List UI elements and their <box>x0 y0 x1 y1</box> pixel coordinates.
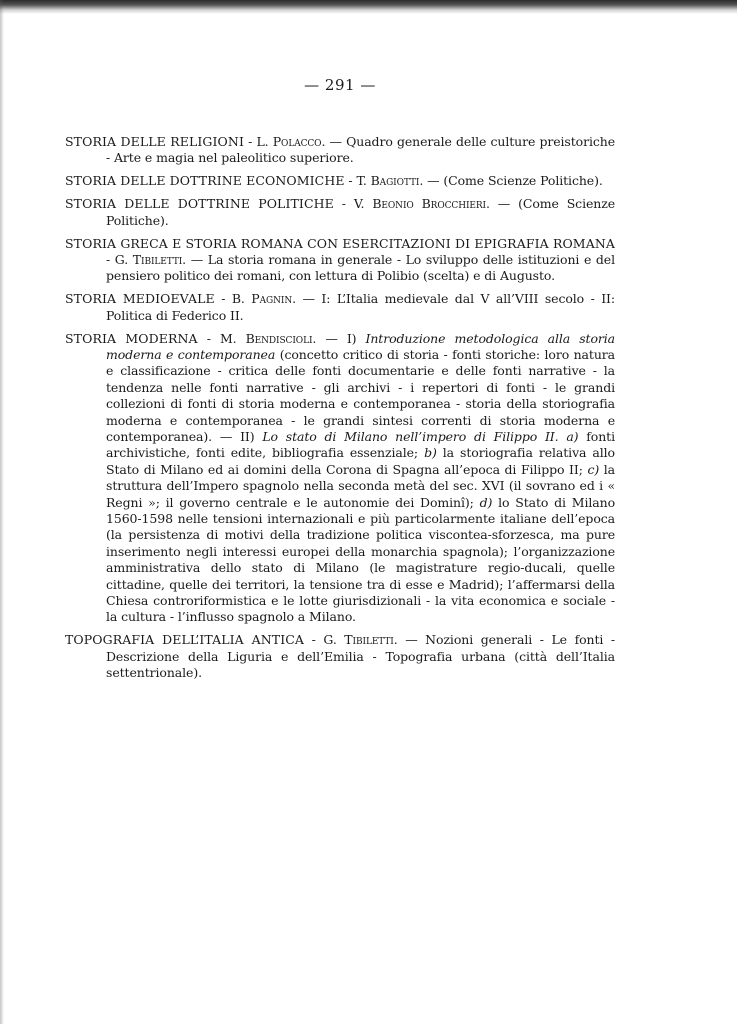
page-number: — 291 — <box>304 76 376 94</box>
entry-author: V. Beonio Brocchieri. <box>353 196 490 212</box>
entry-storia-medioevale <box>65 291 615 324</box>
entry-subject: TOPOGRAFIA DELL’ITALIA ANTICA <box>65 632 305 648</box>
entry-subject: STORIA DELLE DOTTRINE POLITICHE <box>65 196 334 212</box>
scan-left-edge <box>0 0 4 1024</box>
entry-subject: STORIA GRECA E STORIA ROMANA CON ESERCITAZIONI DI EPIGRAFIA ROMANA <box>65 235 615 251</box>
entry-separator: - <box>214 291 232 307</box>
entry-topografia-italia-antica <box>65 632 615 681</box>
entry-italic-marker: c) <box>587 461 600 477</box>
entry-text: — La storia romana in generale - Lo sviluppo delle istituzioni e del pensiero politico dei romani, con lettura di Polibio (scelta) e di Augusto. <box>106 251 615 284</box>
entry-author: T. Bagiotti. <box>356 173 424 189</box>
entry-text: — (Come Scienze Politiche). <box>423 173 603 189</box>
entry-storia-religioni <box>65 134 615 167</box>
course-list <box>65 134 615 688</box>
entry-separator: - <box>333 196 354 212</box>
entry-subject: STORIA MEDIOEVALE <box>65 291 215 307</box>
entry-author: B. Pagnin. <box>231 291 296 307</box>
entry-text: la struttura dell’Impero spagnolo nella seconda metà del sec. XVI (il sovrano ed i « Regni »; il governo centrale e le autonomie dei Dominî); <box>106 461 615 510</box>
entry-separator: - <box>106 251 115 267</box>
entry-italic-marker: b) <box>424 445 437 461</box>
entry-text: — (Come Scienze Politiche). <box>106 196 615 228</box>
entry-italic-marker: d) <box>479 494 493 510</box>
entry-italic-marker: a) <box>566 429 579 444</box>
entry-separator: - <box>344 173 357 189</box>
scan-top-edge <box>0 0 737 14</box>
entry-author: L. Polacco. <box>256 134 326 149</box>
entry-dottrine-politiche <box>65 196 615 229</box>
entry-italic-title: Introduzione metodologica alla storia moderna e contemporanea <box>106 330 616 362</box>
entry-text: lo Stato di Milano 1560-1598 nelle tensioni internazionali e più particolarmente italiane dell’epoca (la persistenza di motivi della tradizione politica viscontea-sforzesca, ma pure inserimento negli interessi europei della monarchia spagnola); l’organizzazione amministrativa dello stato di Milano (le magistrature regio-ducali, quelle cittadine, quelle dei territori, la tensione tra di esse e Madrid); l’affermarsi della Chiesa controriformistica e le lotte giurisdizionali - la vita economica e sociale - la cultura - l’influsso spagnolo a Milano. <box>106 494 615 625</box>
entry-author: G. Tibiletti. <box>323 632 398 648</box>
entry-text: — Quadro generale delle culture preistoriche - Arte e magia nel paleolitico superiore. <box>106 134 616 166</box>
entry-subject: STORIA DELLE RELIGIONI <box>65 134 244 149</box>
entry-separator: - <box>304 632 324 648</box>
entry-text: — I) <box>316 330 366 346</box>
entry-text: (concetto critico di storia - fonti storiche: loro natura e classificazione - critica delle fonti documentarie e delle fonti narrative - la tendenza nelle fonti narrative - gli archivi - i repertori di fonti - le grandi collezioni di fonti di storia moderna e contemporanea - storia della storiografia moderna e contemporanea - le grandi sintesi correnti di storia moderna e contemporanea). — II) <box>106 346 615 444</box>
entry-separator: - <box>243 134 257 149</box>
entry-author: G. Tibiletti. <box>114 251 187 267</box>
entry-author: M. Bendiscioli. <box>219 330 317 346</box>
entry-text: — Nozioni generali - Le fonti - Descrizione della Liguria e dell’Emilia - Topografia urbana (città dell’Italia settentrionale). <box>106 632 616 681</box>
entry-subject: STORIA DELLE DOTTRINE ECONOMICHE <box>65 173 345 189</box>
entry-text: — I: L’Italia medievale dal V all’VIII secolo - II: Politica di Federico II. <box>106 291 616 323</box>
entry-text: la storiografia relativa allo Stato di Milano ed ai domini della Corona di Spagna all’epoca di Filippo II; <box>106 445 615 477</box>
entry-subject: STORIA MODERNA <box>65 330 198 346</box>
entry-italic-title: Lo stato di Milano nell’impero di Filippo II. <box>262 429 559 444</box>
entry-separator: - <box>197 330 220 346</box>
entry-storia-greca-romana <box>65 236 615 285</box>
entry-text: fonti archivistiche, fonti edite, bibliografia essenziale; <box>106 429 616 461</box>
entry-storia-moderna <box>65 331 615 626</box>
entry-dottrine-economiche <box>65 173 615 189</box>
